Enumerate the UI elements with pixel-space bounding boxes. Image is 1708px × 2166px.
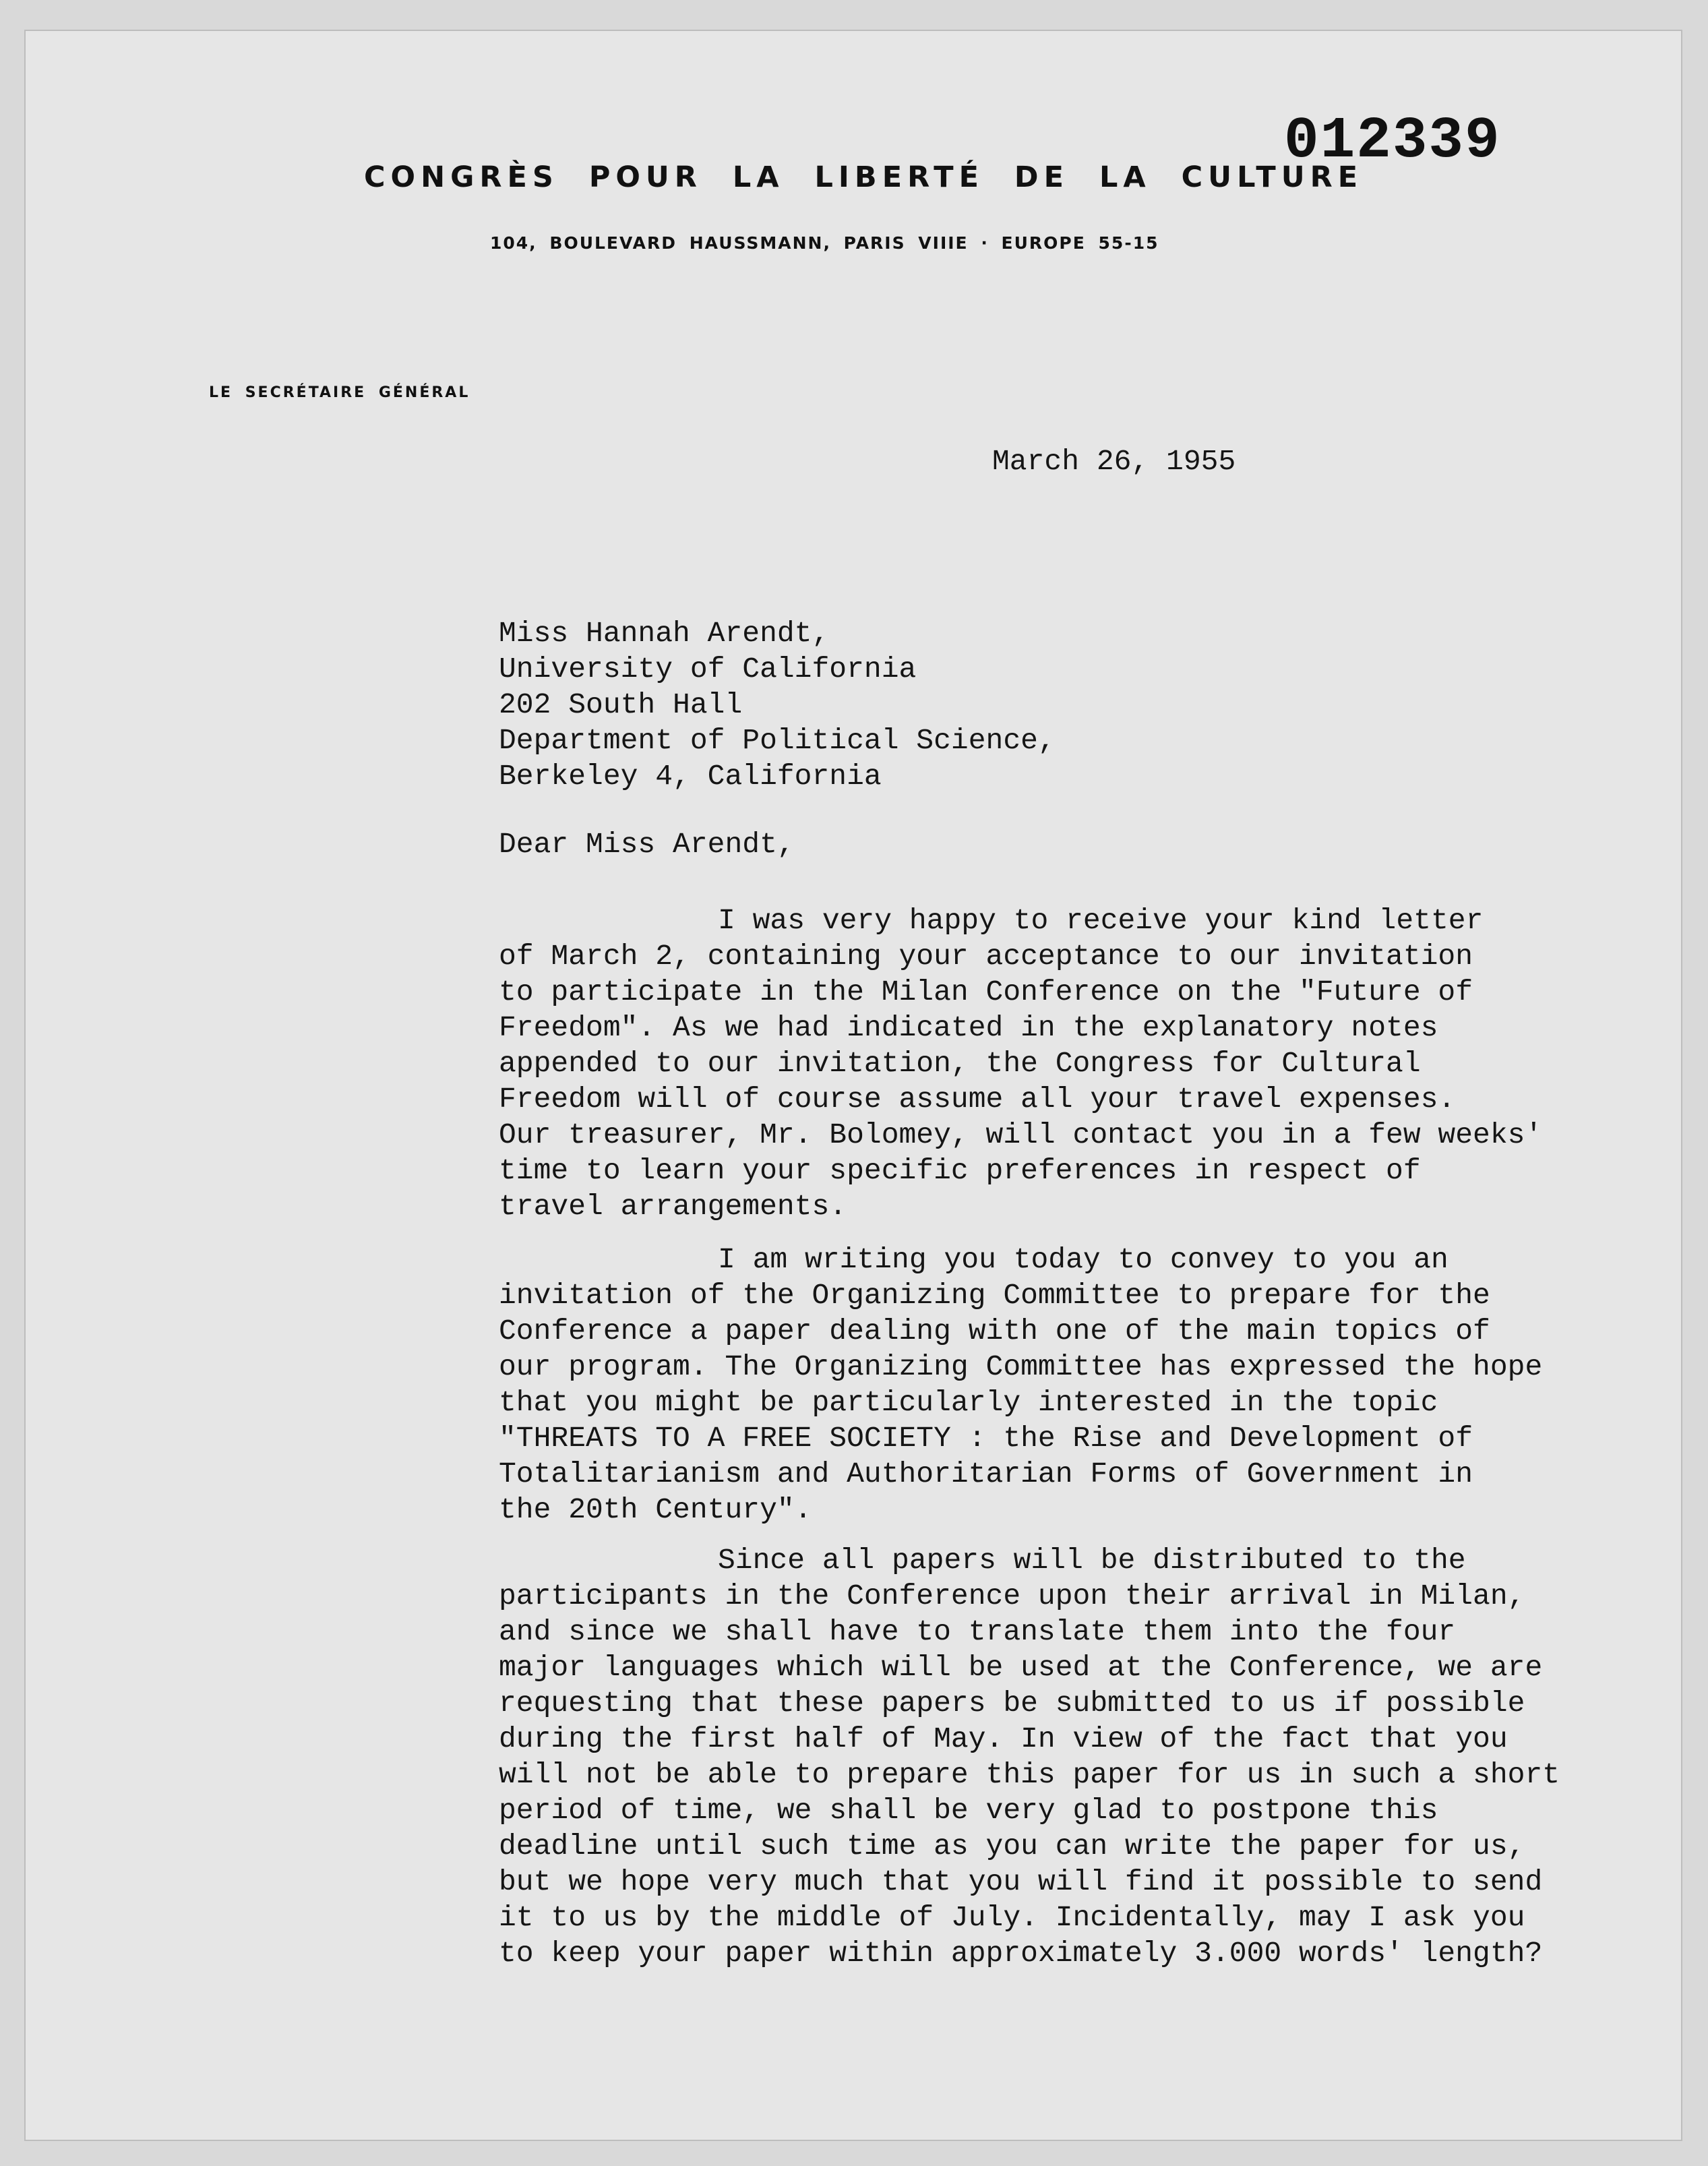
body-line: the 20th Century".: [499, 1493, 812, 1526]
body-line: of March 2, containing your acceptance to our invitation: [499, 940, 1473, 973]
body-line: Freedom". As we had indicated in the explanatory notes: [499, 1011, 1438, 1044]
body-line: it to us by the middle of July. Incidentally, may I ask you: [499, 1901, 1525, 1934]
body-line: will not be able to prepare this paper for us in such a short: [499, 1758, 1560, 1791]
body-line: during the first half of May. In view of the fact that you: [499, 1722, 1508, 1755]
body-line: to participate in the Milan Conference on the "Future of: [499, 975, 1473, 1009]
archive-stamp-number: 012339: [1284, 108, 1501, 174]
body-line: Since all papers will be distributed to the: [718, 1544, 1466, 1577]
body-line: to keep your paper within approximately 3.000 words' length?: [499, 1937, 1543, 1970]
body-line: major languages which will be used at the Conference, we are: [499, 1651, 1543, 1684]
body-line: Conference a paper dealing with one of the main topics of: [499, 1315, 1490, 1348]
body-line: "THREATS TO A FREE SOCIETY : the Rise and Development of: [499, 1422, 1473, 1455]
body-line: appended to our invitation, the Congress for Cultural: [499, 1047, 1421, 1080]
salutation: Dear Miss Arendt,: [499, 828, 795, 861]
body-line: travel arrangements.: [499, 1190, 847, 1223]
recipient-line: University of California: [499, 653, 917, 686]
letter-date: March 26, 1955: [992, 445, 1236, 478]
letterhead-address: 104, BOULEVARD HAUSSMANN, PARIS VIIIE · EUROPE 55-15: [490, 233, 1159, 253]
body-line: our program. The Organizing Committee has expressed the hope: [499, 1350, 1543, 1383]
body-line: Our treasurer, Mr. Bolomey, will contact you in a few weeks': [499, 1118, 1543, 1151]
letterhead-organization: CONGRÈS POUR LA LIBERTÉ DE LA CULTURE: [364, 160, 1364, 194]
body-line: Totalitarianism and Authoritarian Forms of Government in: [499, 1457, 1473, 1491]
body-line: deadline until such time as you can write the paper for us,: [499, 1830, 1525, 1863]
letterhead-office: LE SECRÉTAIRE GÉNÉRAL: [209, 384, 470, 401]
body-line: I am writing you today to convey to you an: [718, 1243, 1448, 1276]
recipient-line: Berkeley 4, California: [499, 760, 882, 793]
body-line: but we hope very much that you will find it possible to send: [499, 1865, 1543, 1898]
recipient-line: Department of Political Science,: [499, 724, 1056, 757]
recipient-line: 202 South Hall: [499, 688, 743, 721]
body-line: invitation of the Organizing Committee to prepare for the: [499, 1279, 1490, 1312]
recipient-line: Miss Hannah Arendt,: [499, 617, 830, 650]
body-line: and since we shall have to translate them into the four: [499, 1615, 1456, 1648]
body-line: period of time, we shall be very glad to postpone this: [499, 1794, 1438, 1827]
body-line: I was very happy to receive your kind letter: [718, 904, 1484, 937]
body-line: time to learn your specific preferences in respect of: [499, 1154, 1421, 1187]
body-line: participants in the Conference upon their arrival in Milan,: [499, 1580, 1525, 1613]
body-line: requesting that these papers be submitted to us if possible: [499, 1687, 1525, 1720]
body-line: that you might be particularly interested in the topic: [499, 1386, 1438, 1419]
body-line: Freedom will of course assume all your travel expenses.: [499, 1083, 1456, 1116]
